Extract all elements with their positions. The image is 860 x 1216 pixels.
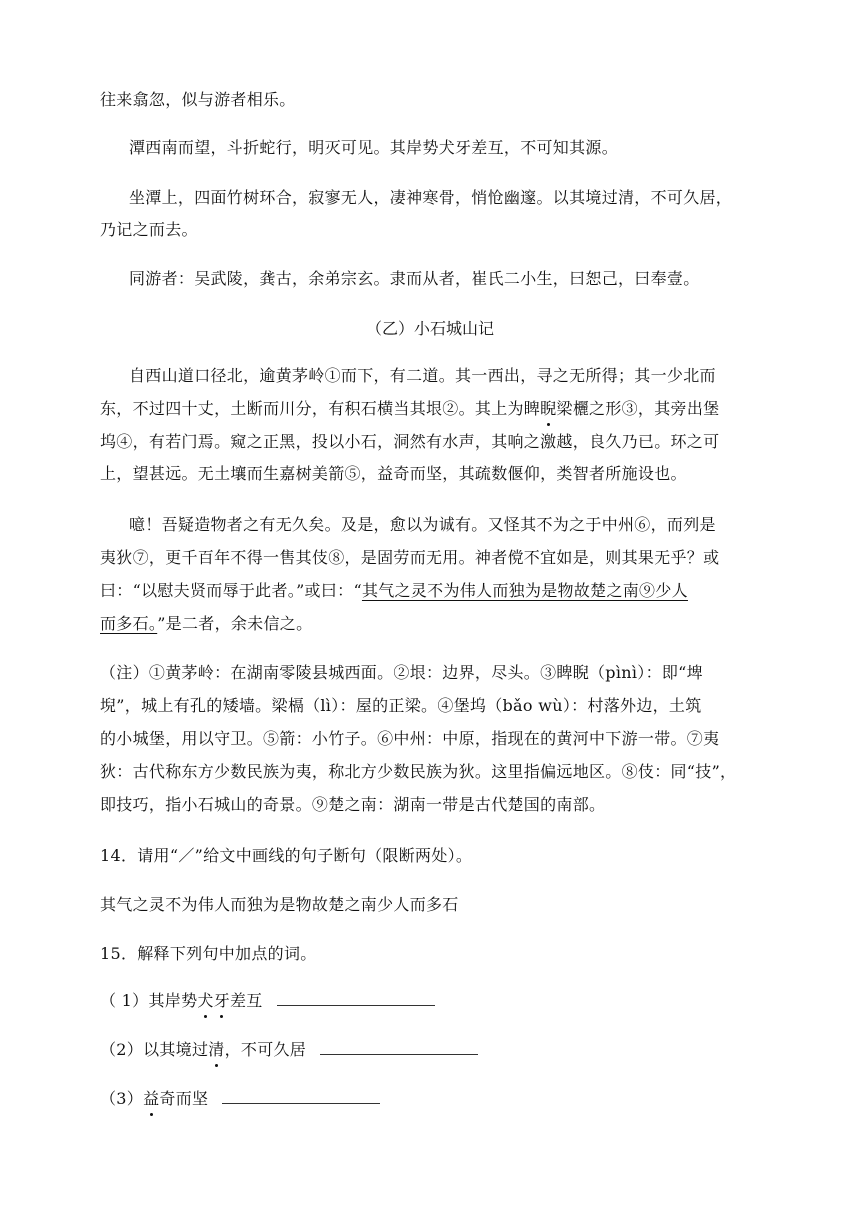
passage-a-paragraph: 坐潭上，四面竹树环合，寂寥无人，凄神寒骨，悄怆幽邃。以其境过清，不可久居， (129, 188, 733, 207)
question-14-sentence: 其气之灵不为伟人而独为是物故楚之南少人而多石 (100, 895, 459, 914)
question-15-item-3 (100, 1088, 380, 1110)
text-segment: （3） (100, 1089, 144, 1108)
note-line: 即技巧，指小石城山的奇景。⑨楚之南：湖南一带是古代楚国的南部。 (100, 795, 606, 814)
dotted-character: 牙 (213, 991, 230, 1010)
passage-a-line: 乃记之而去。 (100, 220, 198, 239)
underlined-sentence: 而多石。 (100, 614, 158, 633)
text-segment: 东，不过四十丈，土断而川分，有积石横当其垠②。其上为睥 (100, 399, 541, 418)
text-segment: （2）以其境过 (100, 1040, 209, 1059)
question-15-item-1 (100, 990, 435, 1012)
dotted-character: 犬 (197, 991, 214, 1010)
dotted-character: 益 (143, 1089, 160, 1108)
text-segment: 曰：“以慰夫贤而辱于此者。”或曰：“ (100, 581, 362, 600)
passage-b-line: 自西山道口径北，逾黄茅岭①而下，有二道。其一西出，寻之无所得；其一少北而 (129, 366, 716, 385)
passage-b-line (100, 398, 719, 420)
underlined-sentence: 其气之灵不为伟人而独为是物故楚之南⑨少人 (361, 581, 688, 600)
text-segment: （ 1）其岸势 (100, 991, 198, 1010)
passage-b-line (100, 580, 688, 602)
passage-a-paragraph: 同游者：吴武陵，龚古，余弟宗玄。隶而从者，崔氏二小生，曰恕己，曰奉壹。 (129, 269, 700, 288)
text-segment: ”是二者，余未信之。 (157, 614, 313, 633)
question-15-item-2 (100, 1039, 478, 1061)
dotted-character: 睨 (540, 399, 557, 418)
dotted-character: 清 (208, 1040, 225, 1059)
text-segment: 差互 (230, 991, 263, 1010)
passage-b-line: 夷狄⑦，更千百年不得一售其伎⑧，是固劳而无用。神者傥不宜如是，则其果无乎？或 (100, 548, 720, 567)
passage-a-paragraph: 潭西南而望，斗折蛇行，明灭可见。其岸势犬牙差互，不可知其源。 (129, 138, 619, 157)
note-line: 堄”，城上有孔的矮墙。梁槅（lì）：屋的正梁。④堡坞（bǎo wù）：村落外边，土筑 (100, 696, 702, 715)
passage-b-line (100, 613, 312, 635)
passage-b-line: 上，望甚远。无土壤而生嘉树美箭⑤，益奇而坚，其疏数偃仰，类智者所施设也。 (100, 464, 687, 483)
answer-blank[interactable] (320, 1040, 478, 1055)
note-line: （注）①黄茅岭：在湖南零陵县城西面。②垠：边界，尽头。③睥睨（pìnì）：即“埤 (100, 663, 703, 682)
question-15-prompt: 15．解释下列句中加点的词。 (100, 944, 317, 963)
text-segment: ，不可久居 (224, 1040, 307, 1059)
answer-blank[interactable] (222, 1089, 380, 1104)
text-segment: 奇而坚 (159, 1089, 209, 1108)
question-14-prompt: 14．请用“／”给文中画线的句子断句（限断两处）。 (100, 846, 473, 865)
note-line: 的小城堡，用以守卫。⑤箭：小竹子。⑥中州：中原，指现在的黄河中下游一带。⑦夷 (100, 729, 720, 748)
passage-a-line: 往来翕忽，似与游者相乐。 (100, 90, 296, 109)
passage-b-line: 噫！吾疑造物者之有无久矣。及是，愈以为诚有。又怪其不为之于中州⑥，而列是 (129, 515, 716, 534)
note-line: 狄：古代称东方少数民族为夷，称北方少数民族为狄。这里指偏远地区。⑧伎：同“技”， (100, 762, 737, 781)
text-segment: 梁欐之形③，其旁出堡 (556, 399, 720, 418)
passage-b-line: 坞④，有若门焉。窥之正黑，投以小石，洞然有水声，其响之激越，良久乃已。环之可 (100, 432, 720, 451)
passage-b-title: （乙）小石城山记 (365, 319, 494, 338)
answer-blank[interactable] (277, 991, 435, 1006)
